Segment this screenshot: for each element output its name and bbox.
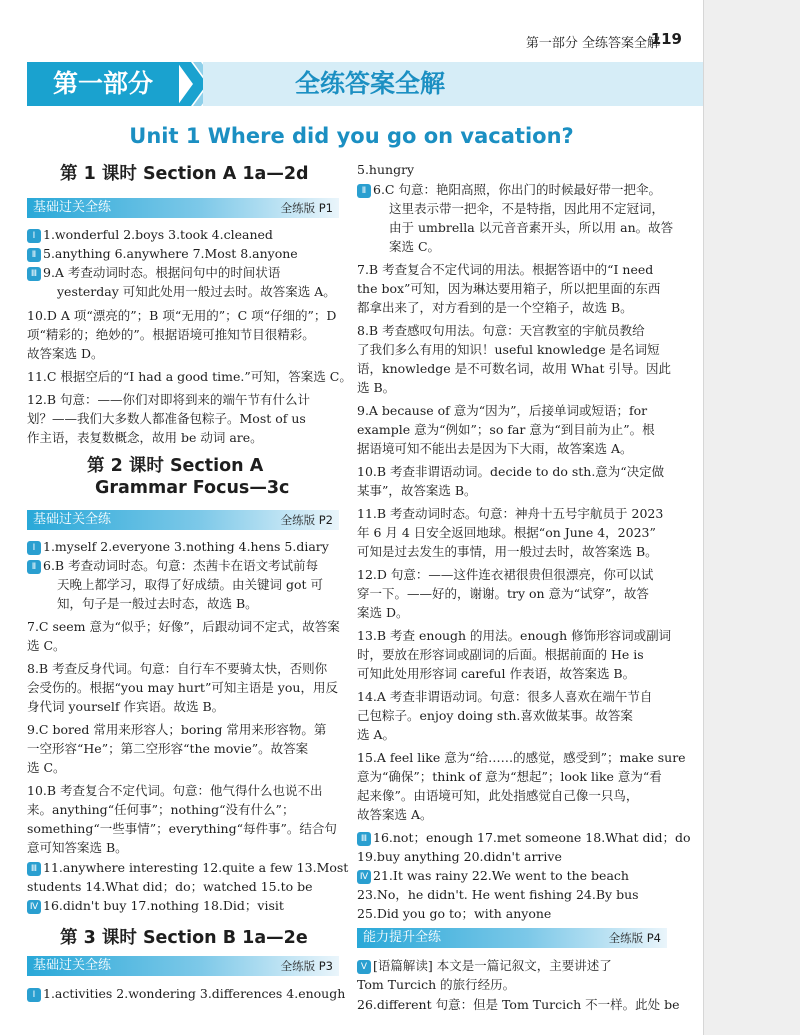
section-bar-ref: 全练版 P3 (280, 959, 333, 973)
roman-mark: Ⅰ (27, 988, 41, 1002)
answer-line: 15.A feel like 意为“给……的感觉，感受到”；make sure (357, 750, 686, 765)
answer-line: 7.B 考查复合不定代词的用法。根据答语中的“I need (357, 262, 654, 277)
answer-line: Ⅲ 16.not；enough 17.met someone 18.What did；do (357, 828, 691, 847)
answer-line: 5.hungry (357, 162, 415, 177)
header-title: 第一部分 全练答案全解 (525, 36, 660, 51)
unit-title: Unit 1 Where did you go on vacation? (129, 124, 574, 148)
answer-line: something“一些事情”；everything“每件事”。结合句 (27, 821, 337, 836)
answer-line: Ⅰ 1.wonderful 2.boys 3.took 4.cleaned (27, 225, 273, 244)
answer-line: 可知此处用形容词 careful 作表语，故答案选 B。 (357, 666, 636, 681)
part-banner (27, 62, 703, 106)
answer-line: 身代词 yourself 作宾语。故选 B。 (27, 699, 225, 714)
answer-line: 11.B 考查动词时态。句意：神舟十五号宇航员于 2023 (357, 506, 664, 521)
answer-line: 由于 umbrella 以元音音素开头，所以用 an。故答 (389, 220, 674, 235)
answer-line: 项“精彩的；绝妙的”。根据语境可推知节目很精彩。 (27, 327, 315, 342)
section-bar-label: 基础过关全练 (33, 958, 112, 973)
answer-line: 据语境可知不能出去是因为下大雨，故答案选 A。 (357, 441, 633, 456)
answer-line: 划？——我们大多数人都准备包粽子。Most of us (27, 411, 306, 426)
answer-line: Ⅲ 9.A 考查动词时态。根据问句中的时间状语 (27, 263, 280, 282)
answer-line: Ⅱ 5.anything 6.anywhere 7.Most 8.anyone (27, 244, 298, 263)
answer-line: Ⅲ 11.anywhere interesting 12.quite a few 13.Most (27, 858, 348, 877)
section-bar-ref: 全练版 P4 (608, 931, 661, 945)
lesson-2-heading: 第 2 课时 Section A (87, 456, 264, 476)
banner-part: 第一部分 (27, 62, 179, 106)
roman-mark: Ⅱ (27, 560, 41, 574)
answer-line: 选 C。 (27, 638, 66, 653)
answer-line: 9.A because of 意为“因为”，后接单词或短语；for (357, 403, 648, 418)
running-header (0, 30, 800, 50)
section-bar-basic-3 (27, 956, 339, 976)
answer-line: 这里表示带一把伞，不是特指，因此用不定冠词， (389, 201, 665, 216)
answer-line: 12.B 句意：——你们对即将到来的端午节有什么计 (27, 392, 311, 407)
roman-mark: Ⅱ (357, 184, 371, 198)
answer-line: 选 B。 (357, 380, 396, 395)
answer-line: Ⅳ 21.It was rainy 22.We went to the beach (357, 866, 629, 885)
answer-line: example 意为“例如”；so far 意为“到目前为止”。根 (357, 422, 655, 437)
answer-line: students 14.What did；do；watched 15.to be (27, 879, 313, 894)
banner-title: 全练答案全解 (295, 69, 446, 98)
answer-line: Ⅰ 1.myself 2.everyone 3.nothing 4.hens 5.diary (27, 537, 329, 556)
section-bar-label: 基础过关全练 (33, 512, 112, 527)
answer-line: 故答案选 D。 (27, 346, 104, 361)
answer-line: 9.C bored 常用来形容人；boring 常用来形容物。第 (27, 722, 327, 737)
answer-line: 某事”，故答案选 B。 (357, 483, 477, 498)
answer-line: 26.different 句意：但是 Tom Turcich 不一样。此处 be (357, 997, 680, 1012)
roman-mark: Ⅴ (357, 960, 371, 974)
answer-line: 选 C。 (27, 760, 66, 775)
answer-line: 12.D 句意：——这件连衣裙很贵但很漂亮，你可以试 (357, 567, 654, 582)
answer-line: 案选 C。 (389, 239, 441, 254)
section-bar-basic-1 (27, 198, 339, 218)
answer-line: 作主语，表复数概念，故用 be 动词 are。 (27, 430, 263, 445)
answer-line: 7.C seem 意为“似乎；好像”，后跟动词不定式，故答案 (27, 619, 340, 634)
roman-mark: Ⅲ (357, 832, 371, 846)
answer-line: 意可知答案选 B。 (27, 840, 128, 855)
lesson-3-heading: 第 3 课时 Section B 1a—2e (60, 928, 308, 948)
answer-line: 可知是过去发生的事情，用一般过去时，故答案选 B。 (357, 544, 658, 559)
answer-line: the box”可知，因为琳达要用箱子，所以把里面的东西 (357, 281, 661, 296)
answer-line: 19.buy anything 20.didn't arrive (357, 849, 562, 864)
section-bar-basic-2 (27, 510, 339, 530)
lesson-1-heading: 第 1 课时 Section A 1a—2d (60, 164, 309, 184)
answer-line: 25.Did you go to；with anyone (357, 906, 552, 921)
answer-line: 天晚上都学习，取得了好成绩。由关键词 got 可 (57, 577, 323, 592)
answer-line: 10.D A 项“漂亮的”；B 项“无用的”；C 项“仔细的”；D (27, 308, 337, 323)
answer-line: Ⅰ 1.activities 2.wondering 3.differences 4.enough (27, 984, 345, 1003)
answer-line: 14.A 考查非谓语动词。句意：很多人喜欢在端午节自 (357, 689, 653, 704)
answer-line: 一空形容“He”；第二空形容“the movie”。故答案 (27, 741, 309, 756)
answer-line: 23.No，he didn't. He went fishing 24.By bus (357, 887, 639, 902)
banner-title-bg (203, 62, 703, 106)
answer-line: 10.B 考查复合不定代词。句意：他气得什么也说不出 (27, 783, 323, 798)
answer-line: 8.B 考查反身代词。句意：自行车不要骑太快，否则你 (27, 661, 328, 676)
roman-mark: Ⅰ (27, 541, 41, 555)
answer-line: 10.B 考查非谓语动词。decide to do sth.意为“决定做 (357, 464, 665, 479)
section-bar-ref: 全练版 P2 (280, 513, 333, 527)
answer-line: 时，要放在形容词或副词的后面。根据前面的 He is (357, 647, 644, 662)
section-bar-label: 能力提升全练 (363, 930, 442, 945)
roman-mark: Ⅲ (27, 862, 41, 876)
answer-line: 来。anything“任何事”；nothing“没有什么”； (27, 802, 295, 817)
roman-mark: Ⅳ (27, 900, 41, 914)
answer-line: yesterday 可知此处用一般过去时。故答案选 A。 (57, 284, 336, 299)
answer-line: 13.B 考查 enough 的用法。enough 修饰形容词或副词 (357, 628, 672, 643)
answer-line: Tom Turcich 的旅行经历。 (357, 977, 516, 992)
section-bar-advanced (357, 928, 667, 948)
roman-mark: Ⅲ (27, 267, 41, 281)
answer-line: 8.B 考查感叹句用法。句意：天宫教室的宇航员教给 (357, 323, 645, 338)
answer-line: 意为“确保”；think of 意为“想起”；look like 意为“看 (357, 769, 662, 784)
answer-line: 11.C 根据空后的“I had a good time.”可知，答案选 C。 (27, 369, 352, 384)
answer-line: 穿一下。——好的，谢谢。try on 意为“试穿”，故答 (357, 586, 649, 601)
answer-line: 了我们多么有用的知识！useful knowledge 是名词短 (357, 342, 660, 357)
answer-line: Ⅱ 6.C 句意：艳阳高照，你出门的时候最好带一把伞。 (357, 180, 661, 199)
roman-mark: Ⅳ (357, 870, 371, 884)
section-bar-ref: 全练版 P1 (280, 201, 333, 215)
page-edge (703, 0, 800, 1035)
page-number: 119 (650, 30, 682, 48)
answer-line: 案选 D。 (357, 605, 409, 620)
section-bar-label: 基础过关全练 (33, 200, 112, 215)
answer-line: 故答案选 A。 (357, 807, 433, 822)
answer-line: 知，句子是一般过去时态，故选 B。 (57, 596, 258, 611)
lesson-2-subheading: Grammar Focus—3c (95, 478, 290, 498)
answer-line: 都拿出来了，对方看到的是一个空箱子，故选 B。 (357, 300, 633, 315)
answer-line: 起来像”。由语境可知，此处指感觉自己像一只鸟， (357, 788, 639, 803)
answer-line: Ⅱ 6.B 考查动词时态。句意：杰茜卡在语文考试前每 (27, 556, 318, 575)
answer-line: 语，knowledge 是不可数名词，故用 What 引导。因此 (357, 361, 671, 376)
answer-line: 选 A。 (357, 727, 396, 742)
answer-line: 己包粽子。enjoy doing sth.喜欢做某事。故答案 (357, 708, 633, 723)
answer-line: 年 6 月 4 日安全返回地球。根据“on June 4，2023” (357, 525, 656, 540)
roman-mark: Ⅰ (27, 229, 41, 243)
answer-line: 会受伤的。根据“you may hurt”可知主语是 you，用反 (27, 680, 338, 695)
roman-mark: Ⅱ (27, 248, 41, 262)
answer-line: Ⅴ [语篇解读] 本文是一篇记叙文，主要讲述了 (357, 956, 612, 975)
answer-line: Ⅳ 16.didn't buy 17.nothing 18.Did；visit (27, 896, 284, 915)
